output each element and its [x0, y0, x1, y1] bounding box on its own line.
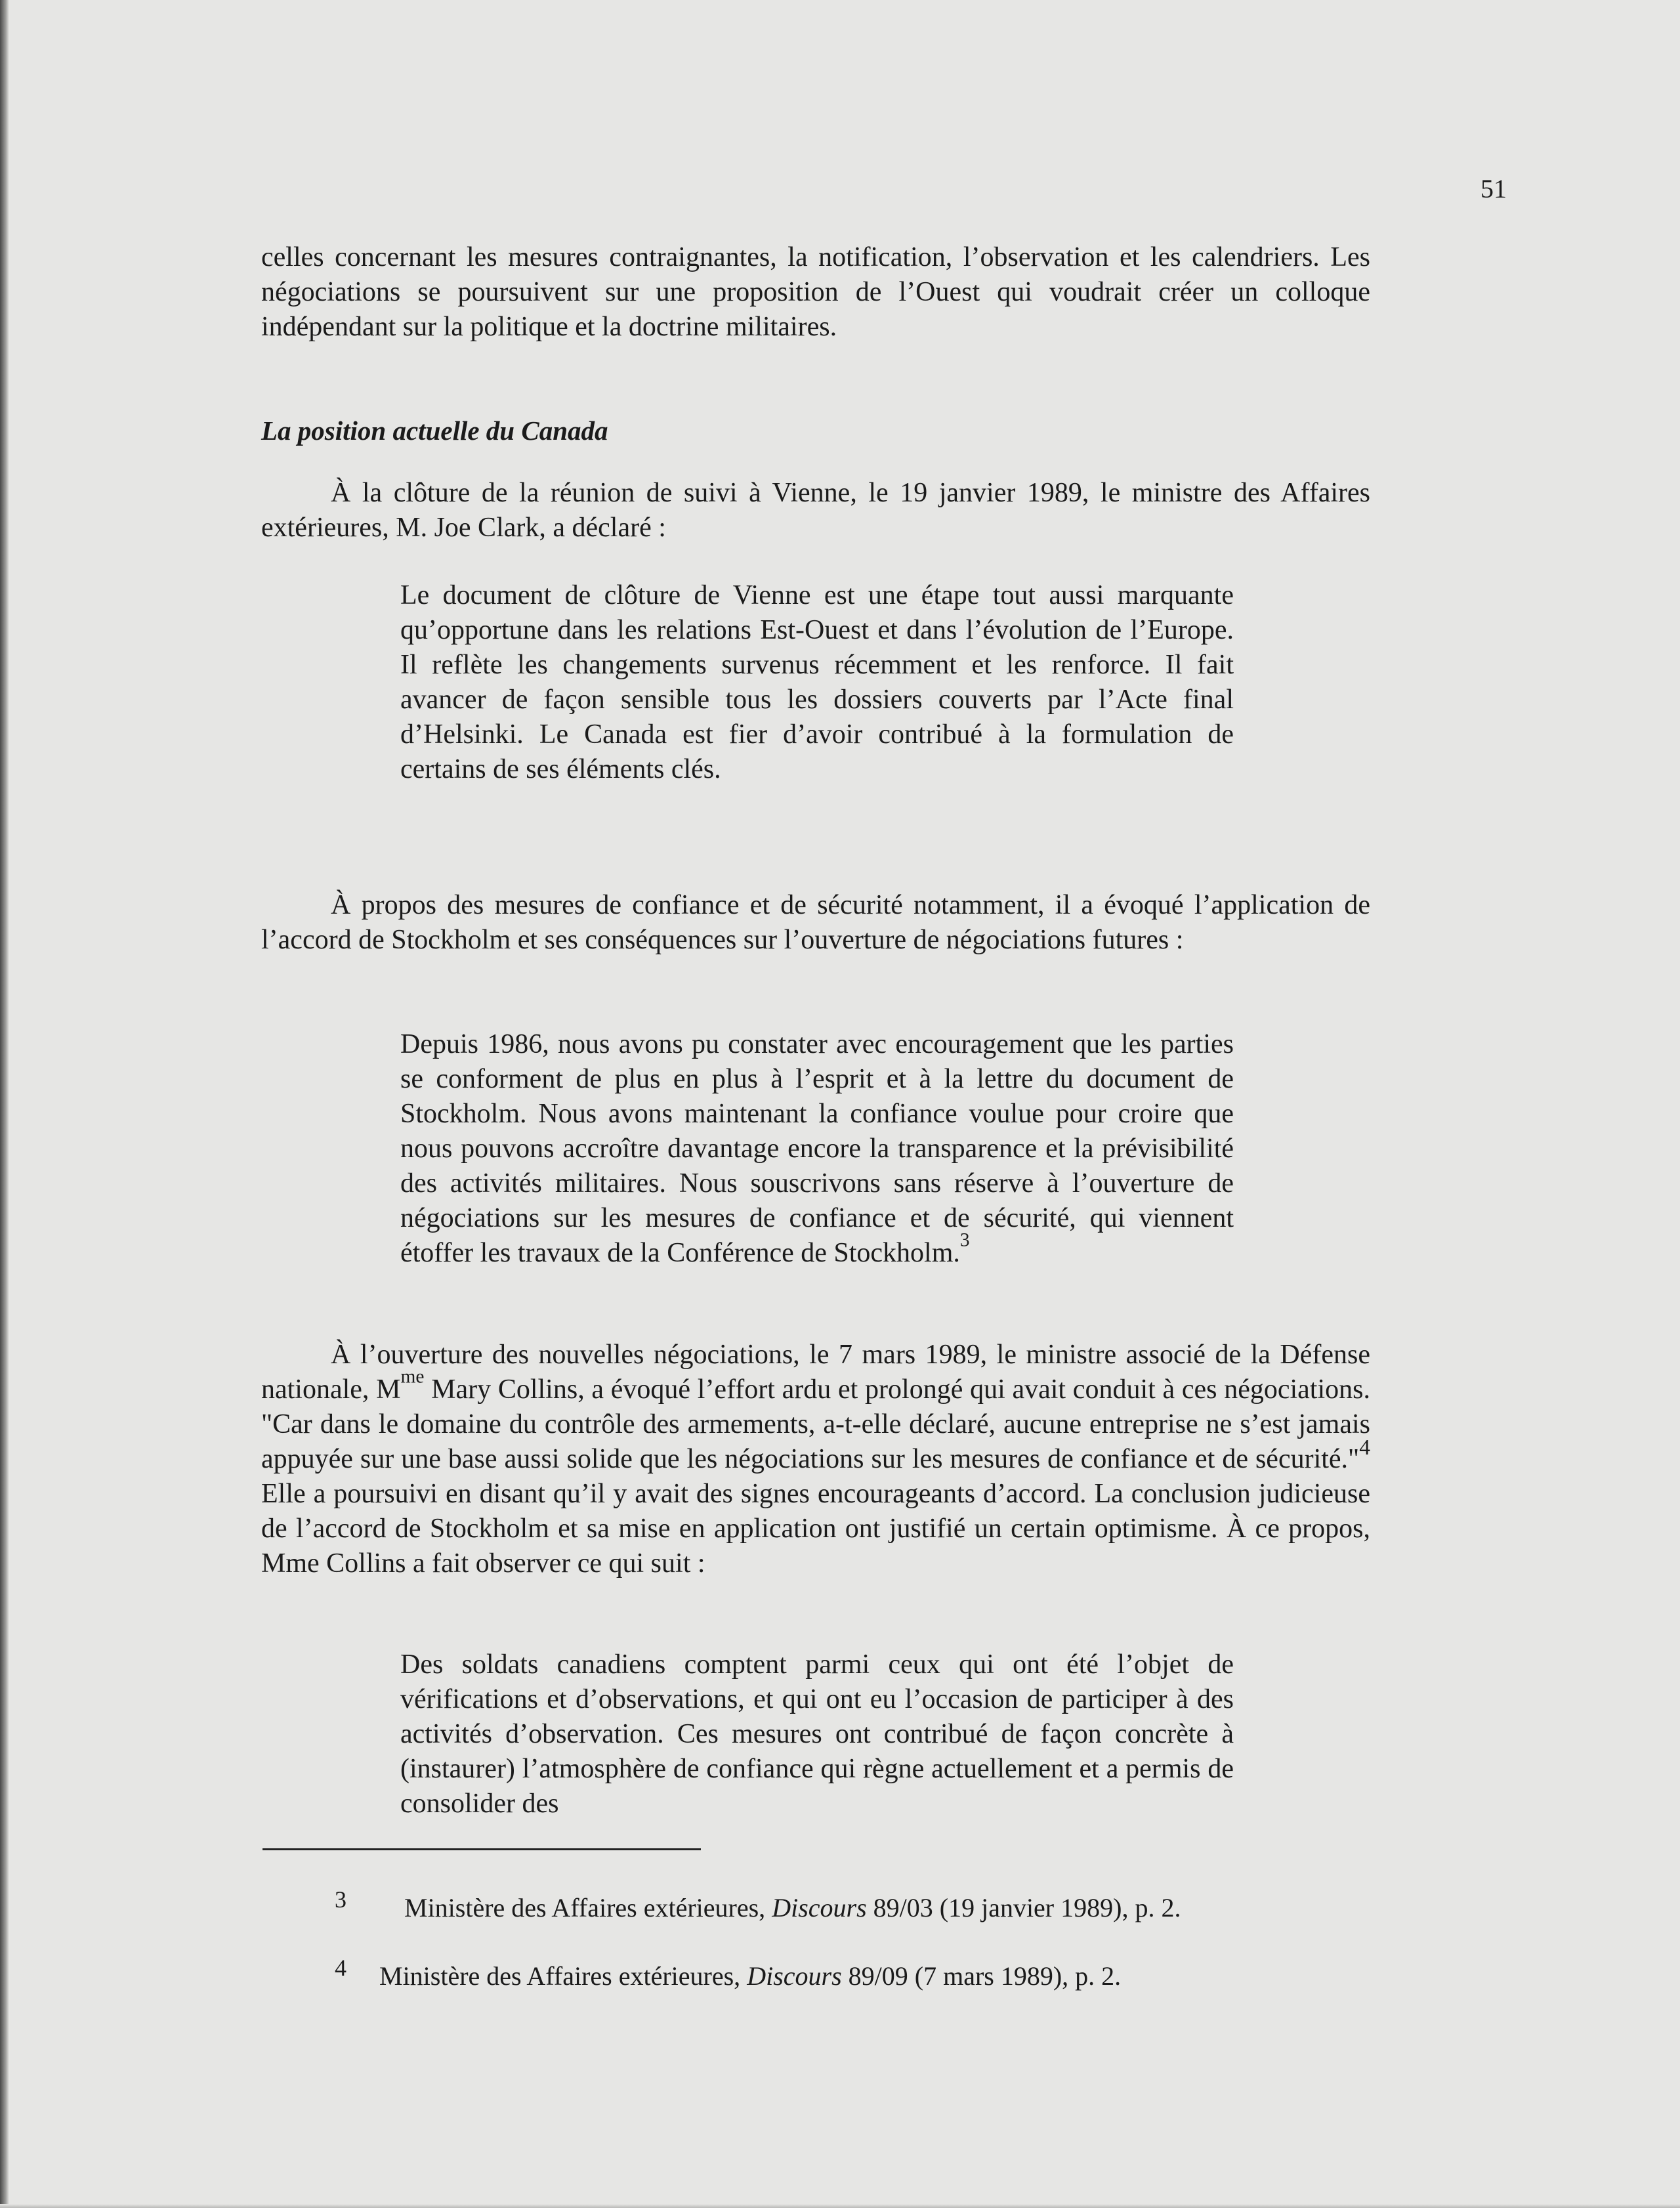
- paragraph-intro: celles concernant les mesures contraignantes, la notification, l’observation et les calendriers. Les négociations se poursuivent sur une proposition de l’Ouest qui voudrait créer un colloque indépendant sur la politique et la doctrine militaires.: [261, 242, 1370, 342]
- footnote-text-end: 89/09 (7 mars 1989), p. 2.: [841, 1961, 1122, 1991]
- collins-text-3: Elle a poursuivi en disant qu’il y avait des signes encourageants d’accord. La conclusion judicieuse de l’accord de Stockholm et sa mise en application ont justifié un certain optimisme. À ce propos, Mme Collins a fait observer ce qui suit :: [261, 1479, 1370, 1579]
- footnote-marker: 3: [335, 1886, 346, 1913]
- footnote-ref-3: 3: [959, 1229, 970, 1251]
- quote-stockholm-text: Depuis 1986, nous avons pu constater avec encouragement que les parties se conforment de plus en plus à l’esprit et à la lettre du document de Stockholm. Nous avons maintenant la confiance voulue pour croire que nous pouvons accroître davantage encore la transparence et la prévisibilité des activités militaires. Nous souscrivons sans réserve à l’ouverture de négociations sur les mesures de confiance et de sécurité, qui viennent étoffer les travaux de la Conférence de Stockholm.: [400, 1029, 1234, 1268]
- footnote-ref-4: 4: [1359, 1435, 1370, 1460]
- quote-stockholm: [400, 1027, 1234, 1271]
- quote-clark: Le document de clôture de Vienne est une étape tout aussi marquante qu’opportune dans les relations Est-Ouest et dans l’évolution de l’Europe. Il reflète les changements survenus récemment et les renforce. Il fait avancer de façon sensible tous les dossiers couverts par l’Acte final d’Helsinki. Le Canada est fier d’avoir contribué à la formulation de certains de ses éléments clés.: [400, 580, 1234, 784]
- scan-bottom-edge: [0, 2204, 1680, 2208]
- footnote-text-end: 89/03 (19 janvier 1989), p. 2.: [866, 1893, 1181, 1922]
- footnote-text: Ministère des Affaires extérieures,: [379, 1961, 747, 1991]
- footnote-marker: 4: [335, 1955, 346, 1981]
- quote-soldiers: Des soldats canadiens comptent parmi ceux qui ont été l’objet de vérifications et d’observations, et qui ont eu l’occasion de participer à des activités d’observation. Ces mesures ont contribué de façon concrète à (instaurer) l’atmosphère de confiance qui règne actuellement et a permis de consolider des: [400, 1649, 1234, 1819]
- footnote-text: Ministère des Affaires extérieures,: [404, 1893, 772, 1922]
- footnote-4: [335, 1951, 1121, 1993]
- paragraph-csbm: À propos des mesures de confiance et de sécurité notamment, il a évoqué l’application de l’accord de Stockholm et ses conséquences sur l’ouverture de négociations futures :: [261, 890, 1370, 955]
- collins-text-2: Mary Collins, a évoqué l’effort ardu et prolongé qui avait conduit à ces négociations. "Car dans le domaine du contrôle des armements, a-t-elle déclaré, aucune entreprise ne s’est jamais appuyée sur une base aussi solide que les négociations sur les mesures de confiance et de sécurité.": [261, 1374, 1370, 1474]
- paragraph-collins: [261, 1338, 1370, 1581]
- footnote-3: [335, 1882, 1181, 1925]
- collins-text-1: À l’ouverture des nouvelles négociations, le 7 mars 1989, le ministre associé de la Défense nationale, M: [261, 1340, 1370, 1405]
- paragraph-clark: À la clôture de la réunion de suivi à Vienne, le 19 janvier 1989, le ministre des Affaires extérieures, M. Joe Clark, a déclaré :: [261, 478, 1370, 543]
- footnote-italic: Discours: [747, 1961, 842, 1991]
- footnote-separator: [262, 1848, 701, 1850]
- title-superscript: me: [400, 1366, 425, 1388]
- footnote-italic: Discours: [772, 1893, 867, 1922]
- scan-binding-edge: [0, 0, 9, 2208]
- page-number: 51: [1480, 174, 1507, 203]
- section-heading: La position actuelle du Canada: [261, 415, 608, 446]
